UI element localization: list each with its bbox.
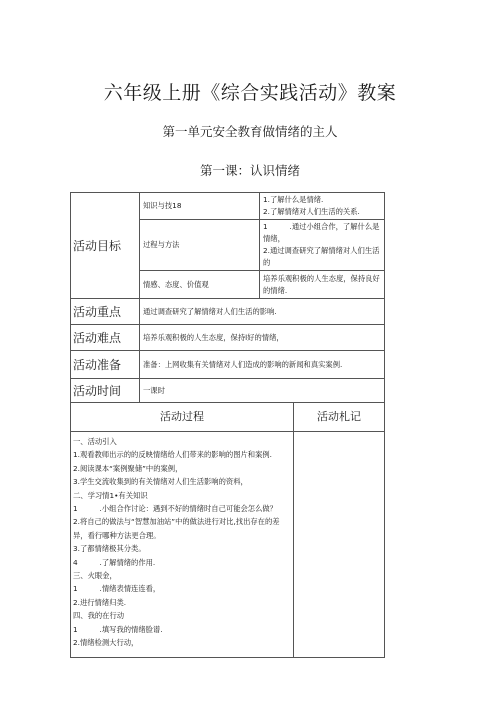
prep-text: 准备：上网收集有关情绪对人们造成的影响的新闻和真实案例. — [140, 351, 385, 379]
prep-row — [71, 351, 385, 379]
process-line: 2.情绪检测大行动， — [73, 638, 139, 648]
process-line: 1 .填写我的情绪脸谱. — [73, 624, 163, 634]
goals-label: 活动目标 — [71, 193, 140, 299]
goal-line: 2.通过调查研究了解情绪对人们生活的 — [263, 246, 380, 267]
process-line: 4 .了解情绪的作用. — [73, 557, 156, 567]
goal-sub-knowledge: 知识与技18 — [140, 193, 260, 220]
process-line: 三、火眼金， — [73, 571, 117, 581]
goal-content-knowledge — [260, 193, 385, 220]
notes-header: 活动札记 — [294, 403, 385, 432]
goal-content-attitude — [260, 271, 385, 299]
goal-content-process — [260, 220, 385, 271]
goal-sub-attitude: 情感、态度、价值观 — [140, 271, 260, 299]
notes-content — [294, 432, 385, 658]
goal-line: 2.了解情绪对人们生活的关系. — [263, 207, 360, 216]
process-body-row — [71, 432, 385, 658]
process-line: 3.了都情绪极其分类。 — [73, 544, 146, 554]
document-title: 六年级上册《综合实践活动》教案 — [103, 82, 397, 104]
prep-label: 活动准备 — [71, 351, 140, 379]
process-header: 活动过程 — [71, 403, 294, 432]
time-text: 一课时 — [140, 379, 385, 403]
focus-text: 通过调查研究了解情绪对人们生活的影响. — [140, 299, 385, 325]
process-header-row — [71, 403, 385, 432]
time-label: 活动时间 — [71, 379, 140, 403]
difficulty-row — [71, 325, 385, 351]
goal-row-knowledge — [71, 193, 385, 220]
focus-row — [71, 299, 385, 325]
lesson-plan-table — [70, 192, 385, 658]
process-line: 1 .情绪表情连连看， — [73, 584, 161, 594]
difficulty-text: 培养乐观积极的人生态度，保持l好的情绪， — [140, 325, 385, 351]
goal-line: 1 .通过小组合作，了解什么是情绪， — [263, 222, 380, 243]
process-content — [71, 432, 294, 658]
goal-line: 培养乐观积极的人生态度，保持良好的情绪. — [263, 273, 380, 295]
process-line: 二、学习情1•有关知识 — [73, 490, 148, 500]
goal-line: 1.了解什么是情绪. — [263, 195, 324, 204]
time-row — [71, 379, 385, 403]
process-line: 一、活动引入 — [73, 437, 117, 446]
process-line: 2.阅读课本“案例聚储”中的案例， — [73, 463, 183, 473]
process-line: 1 .小组合作讨论：遇到不好的情绪时自己可能会怎么做？ — [73, 504, 277, 514]
unit-title: 第一单元安全教育做情绪的主人 — [162, 124, 338, 139]
difficulty-label: 活动难点 — [71, 325, 140, 351]
lesson-title: 第一课：认识情绪 — [199, 163, 300, 178]
process-line: 2.将自己的做法与“智慧加油站”中的做法进行对比,找出存在的差异，看行哪种方法更合理。 — [73, 517, 280, 540]
process-line: 四、我的在行动 — [73, 611, 125, 621]
goal-sub-process: 过程与方法 — [140, 220, 260, 271]
focus-label: 活动重点 — [71, 299, 140, 325]
process-line: 3.学生交流收集到的有关情绪对人们生活影响的资料， — [73, 477, 248, 487]
process-line: 2.进行情绪归类. — [73, 597, 127, 607]
process-line: 1.观看教师出示的的反映情绪给人们带来的影响的图片和案例. — [73, 450, 272, 460]
